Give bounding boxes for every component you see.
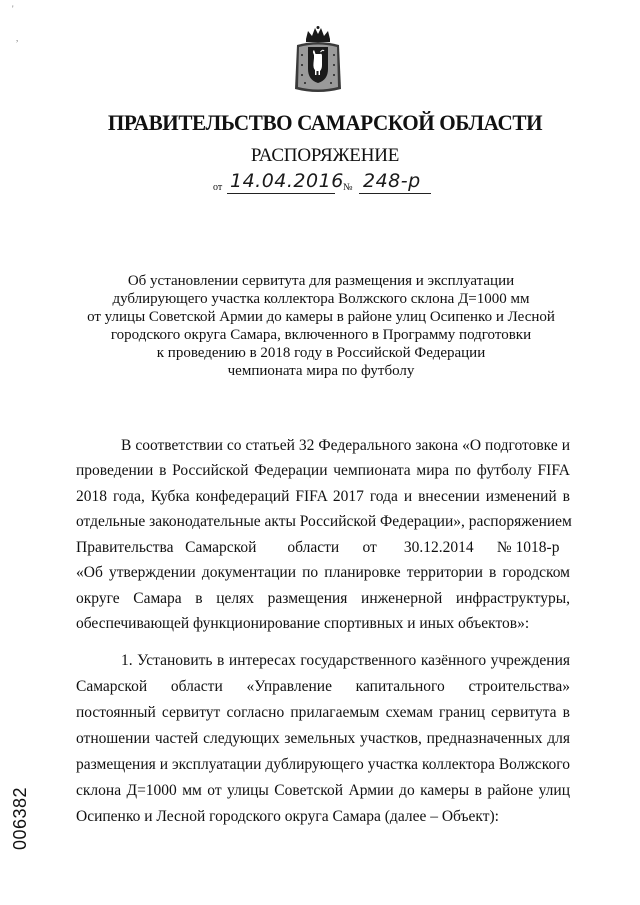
date-prefix: от: [213, 182, 223, 193]
document-subject: [60, 272, 582, 380]
registration-number: 006382: [10, 786, 30, 850]
body-line: постоянный сервитут согласно прилагаемым схемам границ сервитута в: [76, 704, 570, 721]
handwritten-date: 14.04.2016: [230, 170, 344, 192]
body-line: 2018 года, Кубка конфедераций FIFA 2017 года и внесении изменений в: [76, 488, 570, 505]
subject-line: Об установлении сервитута для размещения и эксплуатации: [127, 273, 515, 289]
scan-mark: ,: [16, 33, 19, 43]
body-line: отдельные законодательные акты Российской Федерации», распоряжением: [76, 513, 572, 530]
subject-line: от улицы Советской Армии до камеры в районе улиц Осипенко и Лесной: [87, 309, 555, 325]
scan-mark: ': [12, 4, 14, 14]
date-underline: [227, 193, 335, 194]
government-title: ПРАВИТЕЛЬСТВО САМАРСКОЙ ОБЛАСТИ: [107, 110, 543, 135]
body-line: Осипенко и Лесной городского округа Самара (далее – Объект):: [76, 808, 499, 825]
body-line: В соответствии со статьей 32 Федерального закона «О подготовке и: [121, 437, 570, 454]
body-line: обеспечивающей функционирование спортивных и иных объектов»:: [76, 615, 530, 632]
body-line: Самарской области «Управление капитального строительства»: [76, 678, 570, 695]
number-prefix: №: [343, 182, 353, 193]
body-line: проведении в Российской Федерации чемпионата мира по футболу FIFA: [76, 462, 570, 479]
body-line: округе Самара в целях размещения инженерной инфраструктуры,: [76, 590, 570, 607]
body-line: Правительства Самарской области от 30.12.2014 № 1018-р: [76, 539, 560, 556]
number-underline: [359, 193, 431, 194]
handwritten-number: 248-р: [363, 170, 421, 192]
subject-line: к проведению в 2018 году в Российской Федерации: [156, 345, 486, 361]
body-line: «Об утверждении документации по планировке территории в городском: [76, 564, 570, 581]
body-line: 1. Установить в интересах государственного казённого учреждения: [121, 652, 570, 669]
date-number-line: [213, 172, 453, 200]
subject-line: городского округа Самара, включенного в Программу подготовки: [110, 327, 532, 343]
body-line: склона Д=1000 мм от улицы Советской Армии до камеры в районе улиц: [76, 782, 570, 799]
body-line: отношении частей следующих земельных участков, предназначенных для: [76, 730, 570, 747]
subject-line: чемпионата мира по футболу: [227, 363, 415, 379]
document-type: РАСПОРЯЖЕНИЕ: [250, 145, 400, 166]
body-line: размещения и эксплуатации дублирующего участка коллектора Волжского: [76, 756, 570, 773]
coat-of-arms-emblem: [293, 25, 343, 95]
subject-line: дублирующего участка коллектора Волжского склона Д=1000 мм: [112, 291, 530, 307]
